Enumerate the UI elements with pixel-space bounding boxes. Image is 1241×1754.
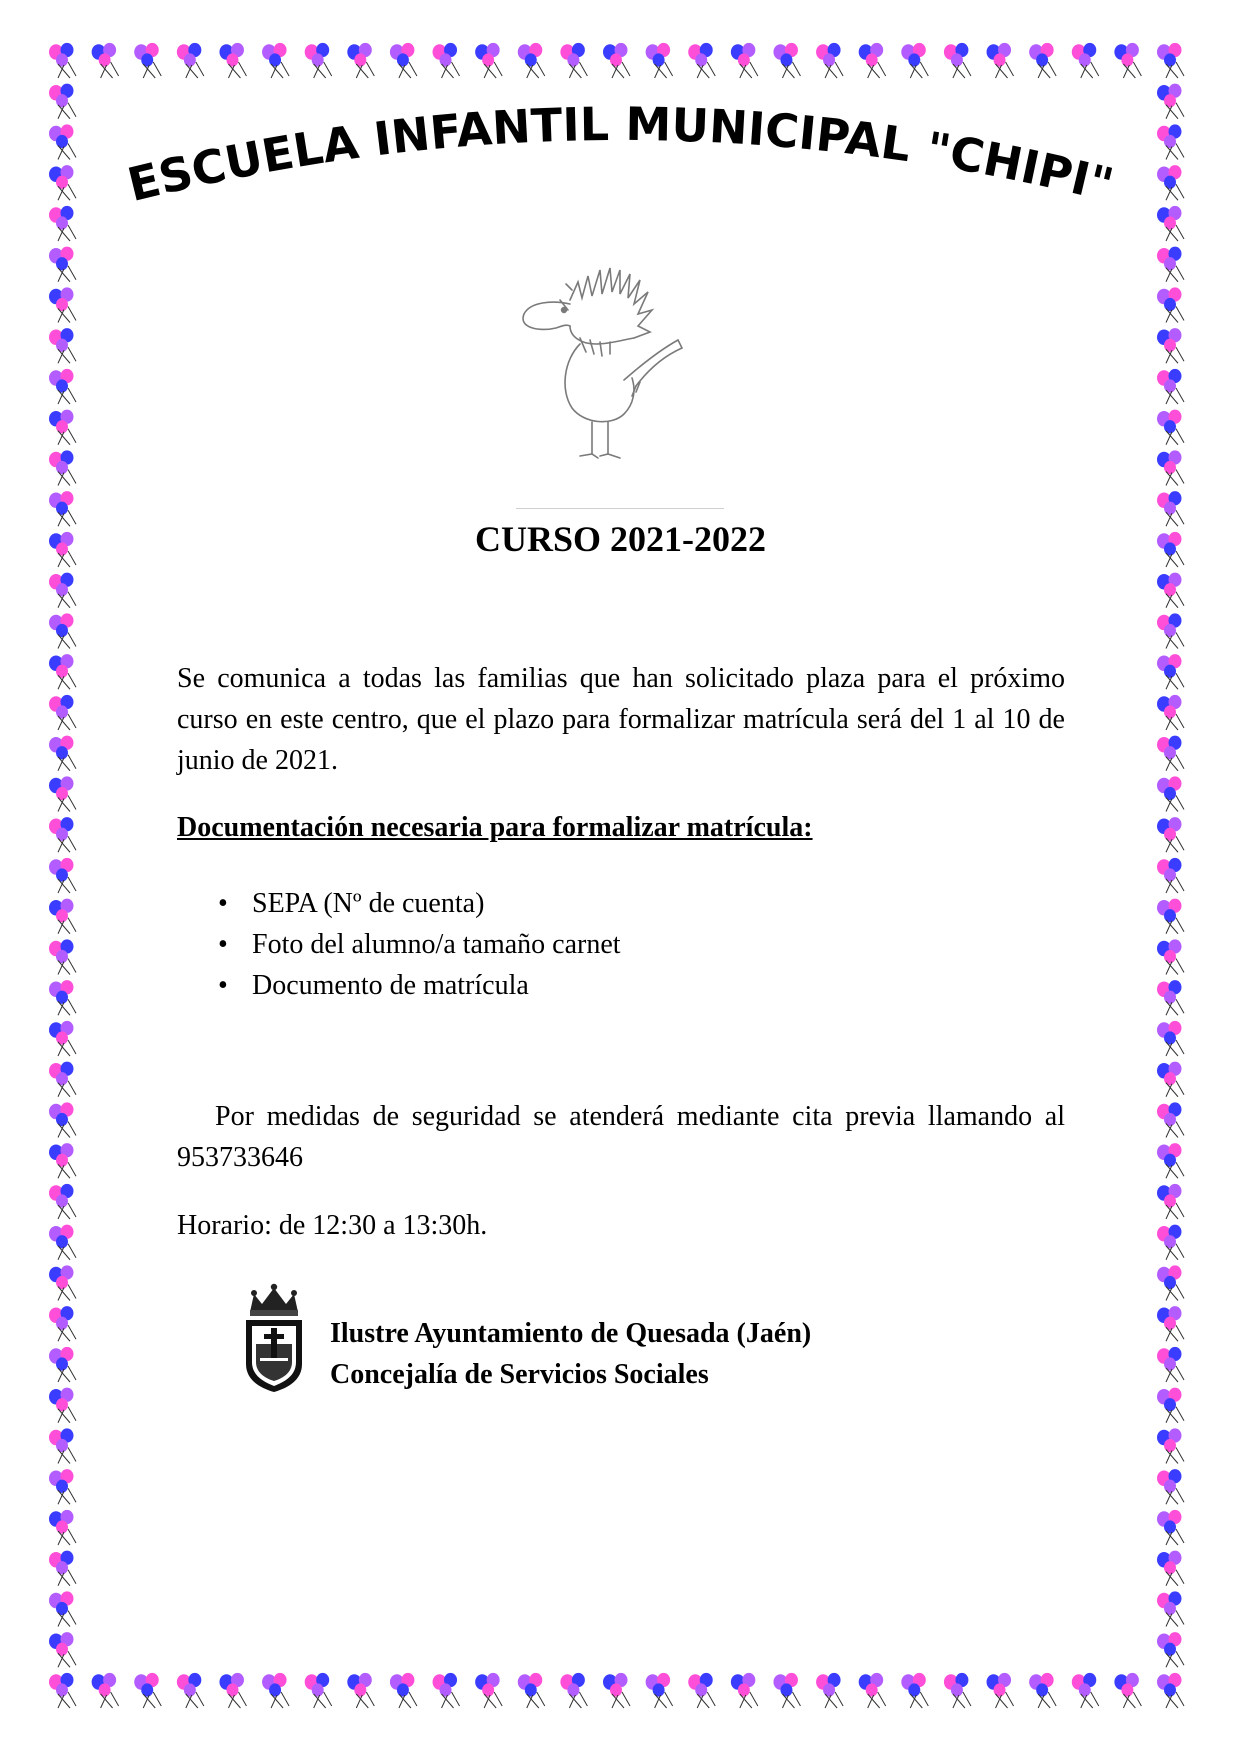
- balloon-border-icon: [92, 1673, 119, 1708]
- balloon-border-icon: [134, 1673, 161, 1708]
- organization-name: Ilustre Ayuntamiento de Quesada (Jaén): [330, 1318, 812, 1349]
- balloon-border-icon: [49, 328, 76, 363]
- balloon-border-icon: [1157, 776, 1184, 811]
- balloon-border-icon: [944, 43, 971, 78]
- balloon-border-icon: [859, 1673, 886, 1708]
- balloon-border-icon: [49, 695, 76, 730]
- balloon-border-icon: [390, 43, 417, 78]
- balloon-border-icon: [1114, 1673, 1141, 1708]
- balloon-border-icon: [987, 1673, 1014, 1708]
- balloon-border-icon: [49, 369, 76, 404]
- balloon-border-icon: [390, 1673, 417, 1708]
- balloon-border-icon: [1157, 287, 1184, 322]
- balloon-border-icon: [1157, 1428, 1184, 1463]
- balloon-border-icon: [1157, 1510, 1184, 1545]
- balloon-border-icon: [944, 1673, 971, 1708]
- balloon-border-icon: [49, 736, 76, 771]
- balloon-border-icon: [816, 1673, 843, 1708]
- balloon-border-icon: [49, 1102, 76, 1137]
- balloon-border-icon: [219, 1673, 246, 1708]
- documentation-heading: Documentación necesaria para formalizar matrícula:: [177, 812, 813, 843]
- quesada-coat-of-arms-icon: [240, 1282, 308, 1394]
- organization-department: Concejalía de Servicios Sociales: [330, 1359, 709, 1390]
- balloon-border-icon: [1157, 573, 1184, 608]
- balloon-border-icon: [688, 43, 715, 78]
- balloon-border-icon: [1157, 1143, 1184, 1178]
- balloon-border-icon: [49, 1428, 76, 1463]
- balloon-border-icon: [518, 43, 545, 78]
- balloon-border-icon: [49, 43, 76, 78]
- balloon-border-icon: [1157, 1062, 1184, 1097]
- balloon-border-icon: [1157, 1347, 1184, 1382]
- balloon-border-icon: [1157, 736, 1184, 771]
- balloon-border-icon: [901, 1673, 928, 1708]
- balloon-border-icon: [1072, 1673, 1099, 1708]
- balloon-border-icon: [475, 43, 502, 78]
- balloon-border-icon: [1157, 939, 1184, 974]
- balloon-border-icon: [347, 43, 374, 78]
- schedule-paragraph: Horario: de 12:30 a 13:30h.: [177, 1210, 488, 1241]
- balloon-border-icon: [1157, 43, 1184, 78]
- balloon-border-icon: [1157, 1306, 1184, 1341]
- balloon-border-icon: [49, 1673, 76, 1708]
- balloon-border-icon: [773, 43, 800, 78]
- balloon-border-icon: [560, 43, 587, 78]
- balloon-border-icon: [49, 287, 76, 322]
- balloon-border-icon: [1157, 1265, 1184, 1300]
- balloon-border-icon: [49, 1143, 76, 1178]
- balloon-border-icon: [987, 43, 1014, 78]
- balloon-border-icon: [134, 43, 161, 78]
- balloon-border-icon: [1157, 695, 1184, 730]
- list-item: • Documento de matrícula: [218, 965, 621, 1006]
- balloon-border-icon: [1157, 328, 1184, 363]
- security-paragraph: Por medidas de seguridad se atenderá mediante cita previa llamando al 953733646: [177, 1101, 1065, 1173]
- balloon-border-icon: [49, 1021, 76, 1056]
- intro-paragraph: Se comunica a todas las familias que han solicitado plaza para el próximo curso en este centro, que el plazo para formalizar matrícula será del 1 al 10 de junio de 2021.: [177, 663, 1065, 776]
- balloon-border-icon: [1157, 410, 1184, 445]
- balloon-border-icon: [49, 1062, 76, 1097]
- balloon-border-icon: [1029, 1673, 1056, 1708]
- balloon-border-icon: [1157, 247, 1184, 282]
- school-title-text: ESCUELA INFANTIL MUNICIPAL "CHIPI": [122, 96, 1119, 213]
- balloon-border-icon: [1157, 369, 1184, 404]
- balloon-border-icon: [1157, 1184, 1184, 1219]
- balloon-border-icon: [1157, 858, 1184, 893]
- svg-text:ESCUELA INFANTIL MUNICIPAL "CH: [122, 97, 1118, 212]
- balloon-border-icon: [1157, 817, 1184, 852]
- balloon-border-icon: [475, 1673, 502, 1708]
- balloon-border-icon: [688, 1673, 715, 1708]
- balloon-border-icon: [49, 1184, 76, 1219]
- balloon-border-icon: [1157, 450, 1184, 485]
- balloon-border-icon: [859, 43, 886, 78]
- balloon-border-icon: [1157, 899, 1184, 934]
- balloon-border-icon: [49, 1469, 76, 1504]
- balloon-border-icon: [49, 247, 76, 282]
- balloon-border-icon: [49, 1591, 76, 1626]
- balloon-border-icon: [603, 43, 630, 78]
- balloon-border-icon: [603, 1673, 630, 1708]
- balloon-border-icon: [49, 1225, 76, 1260]
- balloon-border-icon: [49, 776, 76, 811]
- chipi-bird-icon: [500, 240, 740, 480]
- balloon-border-icon: [1157, 1102, 1184, 1137]
- balloon-border-icon: [49, 899, 76, 934]
- balloon-border-icon: [49, 1632, 76, 1667]
- balloon-border-icon: [560, 1673, 587, 1708]
- balloon-border-icon: [773, 1673, 800, 1708]
- balloon-border-icon: [1072, 43, 1099, 78]
- balloon-border-icon: [49, 573, 76, 608]
- balloon-border-icon: [49, 654, 76, 689]
- balloon-border-icon: [49, 410, 76, 445]
- balloon-border-icon: [49, 1551, 76, 1586]
- balloon-border-icon: [433, 43, 460, 78]
- balloon-border-icon: [92, 43, 119, 78]
- balloon-border-icon: [177, 43, 204, 78]
- balloon-border-icon: [262, 43, 289, 78]
- balloon-border-icon: [1157, 1021, 1184, 1056]
- balloon-border-icon: [646, 1673, 673, 1708]
- balloon-border-icon: [1157, 980, 1184, 1015]
- balloon-border-icon: [518, 1673, 545, 1708]
- course-title: CURSO 2021-2022: [474, 519, 766, 559]
- balloon-border-icon: [347, 1673, 374, 1708]
- balloon-border-icon: [262, 1673, 289, 1708]
- balloon-border-icon: [1157, 654, 1184, 689]
- balloon-border-icon: [1157, 1673, 1184, 1708]
- balloon-border-icon: [1157, 1225, 1184, 1260]
- balloon-border-icon: [1114, 43, 1141, 78]
- balloon-border-icon: [49, 1347, 76, 1382]
- balloon-border-icon: [1029, 43, 1056, 78]
- balloon-border-icon: [49, 817, 76, 852]
- balloon-border-icon: [901, 43, 928, 78]
- divider-line: [516, 508, 724, 509]
- documentation-list: [218, 883, 621, 1006]
- balloon-border-icon: [1157, 1388, 1184, 1423]
- balloon-border-icon: [49, 1265, 76, 1300]
- balloon-border-icon: [731, 1673, 758, 1708]
- balloon-border-icon: [49, 613, 76, 648]
- balloon-border-icon: [1157, 613, 1184, 648]
- balloon-border-icon: [49, 1510, 76, 1545]
- balloon-border-icon: [305, 1673, 332, 1708]
- balloon-border-icon: [49, 858, 76, 893]
- balloon-border-icon: [49, 1306, 76, 1341]
- balloon-border-icon: [49, 939, 76, 974]
- list-item: • Foto del alumno/a tamaño carnet: [218, 924, 621, 965]
- balloon-border-icon: [816, 43, 843, 78]
- balloon-border-icon: [646, 43, 673, 78]
- balloon-border-icon: [49, 980, 76, 1015]
- list-item: • SEPA (Nº de cuenta): [218, 883, 621, 924]
- balloon-border-icon: [1157, 1591, 1184, 1626]
- balloon-border-icon: [219, 43, 246, 78]
- balloon-border-icon: [1157, 1469, 1184, 1504]
- balloon-border-icon: [49, 1388, 76, 1423]
- balloon-border-icon: [177, 1673, 204, 1708]
- balloon-border-icon: [731, 43, 758, 78]
- balloon-border-icon: [1157, 1632, 1184, 1667]
- balloon-border-icon: [305, 43, 332, 78]
- balloon-border-icon: [49, 450, 76, 485]
- balloon-border-icon: [1157, 1551, 1184, 1586]
- school-title: [60, 80, 1181, 250]
- balloon-border-icon: [433, 1673, 460, 1708]
